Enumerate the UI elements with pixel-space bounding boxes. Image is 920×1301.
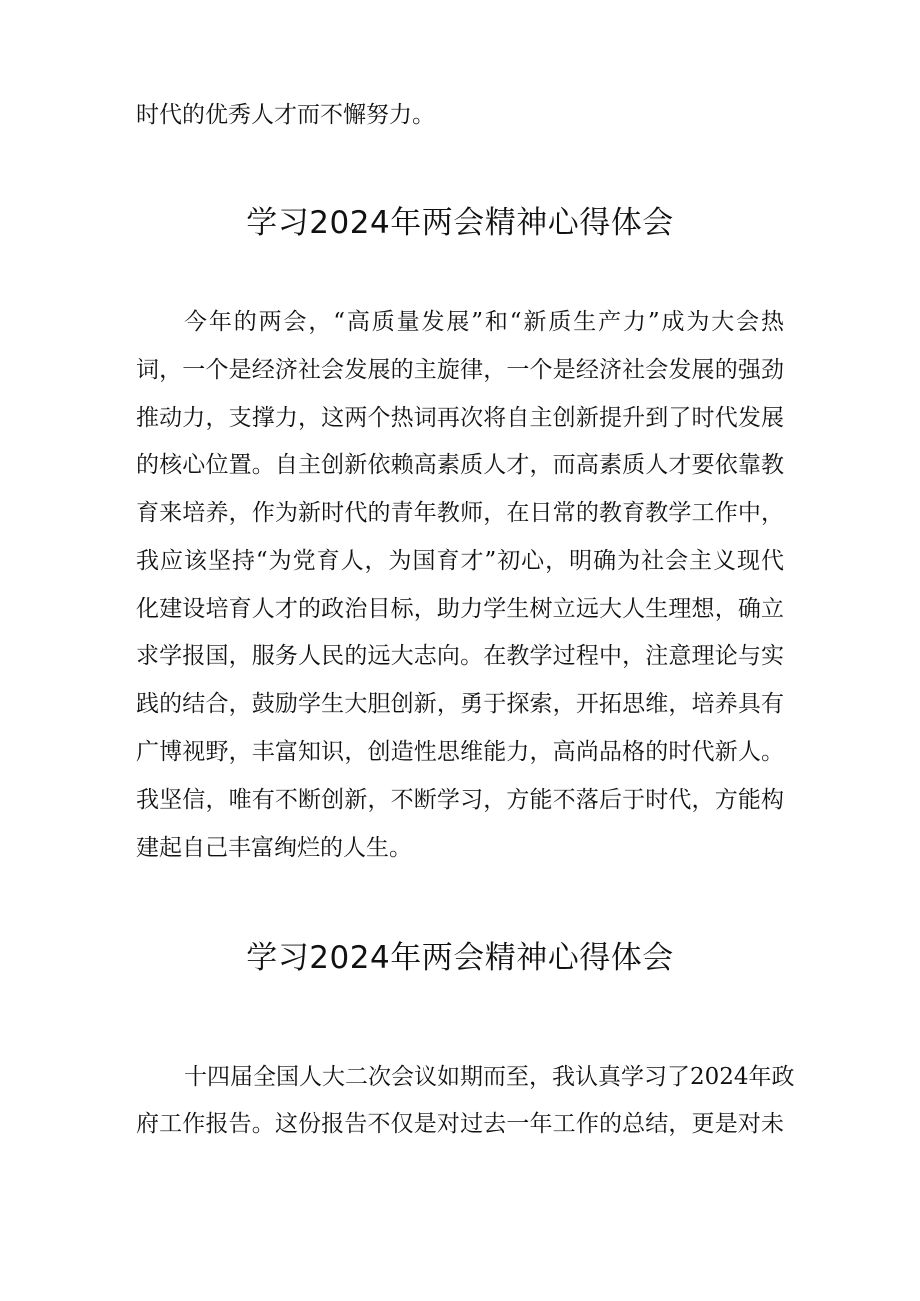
paragraph-line: 建起自己丰富绚烂的人生。 bbox=[136, 835, 412, 861]
paragraph-line: 践的结合，鼓励学生大胆创新，勇于探索，开拓思维，培养具有 bbox=[136, 691, 784, 717]
paragraph-line: 我坚信，唯有不断创新，不断学习，方能不落后于时代，方能构 bbox=[136, 787, 784, 813]
paragraph-line: 的核心位置。自主创新依赖高素质人才，而高素质人才要依靠教 bbox=[136, 452, 784, 478]
paragraph-line: 十四届全国人大二次会议如期而至，我认真学习了2024年政 bbox=[184, 1064, 795, 1090]
paragraph-line: 词，一个是经济社会发展的主旋律，一个是经济社会发展的强劲 bbox=[136, 357, 784, 383]
section-title: 学习2024年两会精神心得体会 bbox=[246, 940, 674, 976]
section-title: 学习2024年两会精神心得体会 bbox=[246, 205, 674, 241]
paragraph-line: 化建设培育人才的政治目标，助力学生树立远大人生理想，确立 bbox=[136, 596, 784, 622]
paragraph-line: 今年的两会，“高质量发展”和“新质生产力”成为大会热 bbox=[184, 309, 784, 335]
paragraph-line: 我应该坚持“为党育人，为国育才”初心，明确为社会主义现代 bbox=[136, 548, 784, 574]
paragraph-line: 推动力，支撑力，这两个热词再次将自主创新提升到了时代发展 bbox=[136, 405, 784, 431]
paragraph-line: 育来培养，作为新时代的青年教师，在日常的教育教学工作中， bbox=[136, 500, 784, 526]
paragraph-line: 时代的优秀人才而不懈努力。 bbox=[136, 102, 435, 128]
paragraph-line: 广博视野，丰富知识，创造性思维能力，高尚品格的时代新人。 bbox=[136, 739, 784, 765]
paragraph-line: 求学报国，服务人民的远大志向。在教学过程中，注意理论与实 bbox=[136, 643, 784, 669]
paragraph-line: 府工作报告。这份报告不仅是对过去一年工作的总结，更是对未 bbox=[136, 1111, 784, 1137]
